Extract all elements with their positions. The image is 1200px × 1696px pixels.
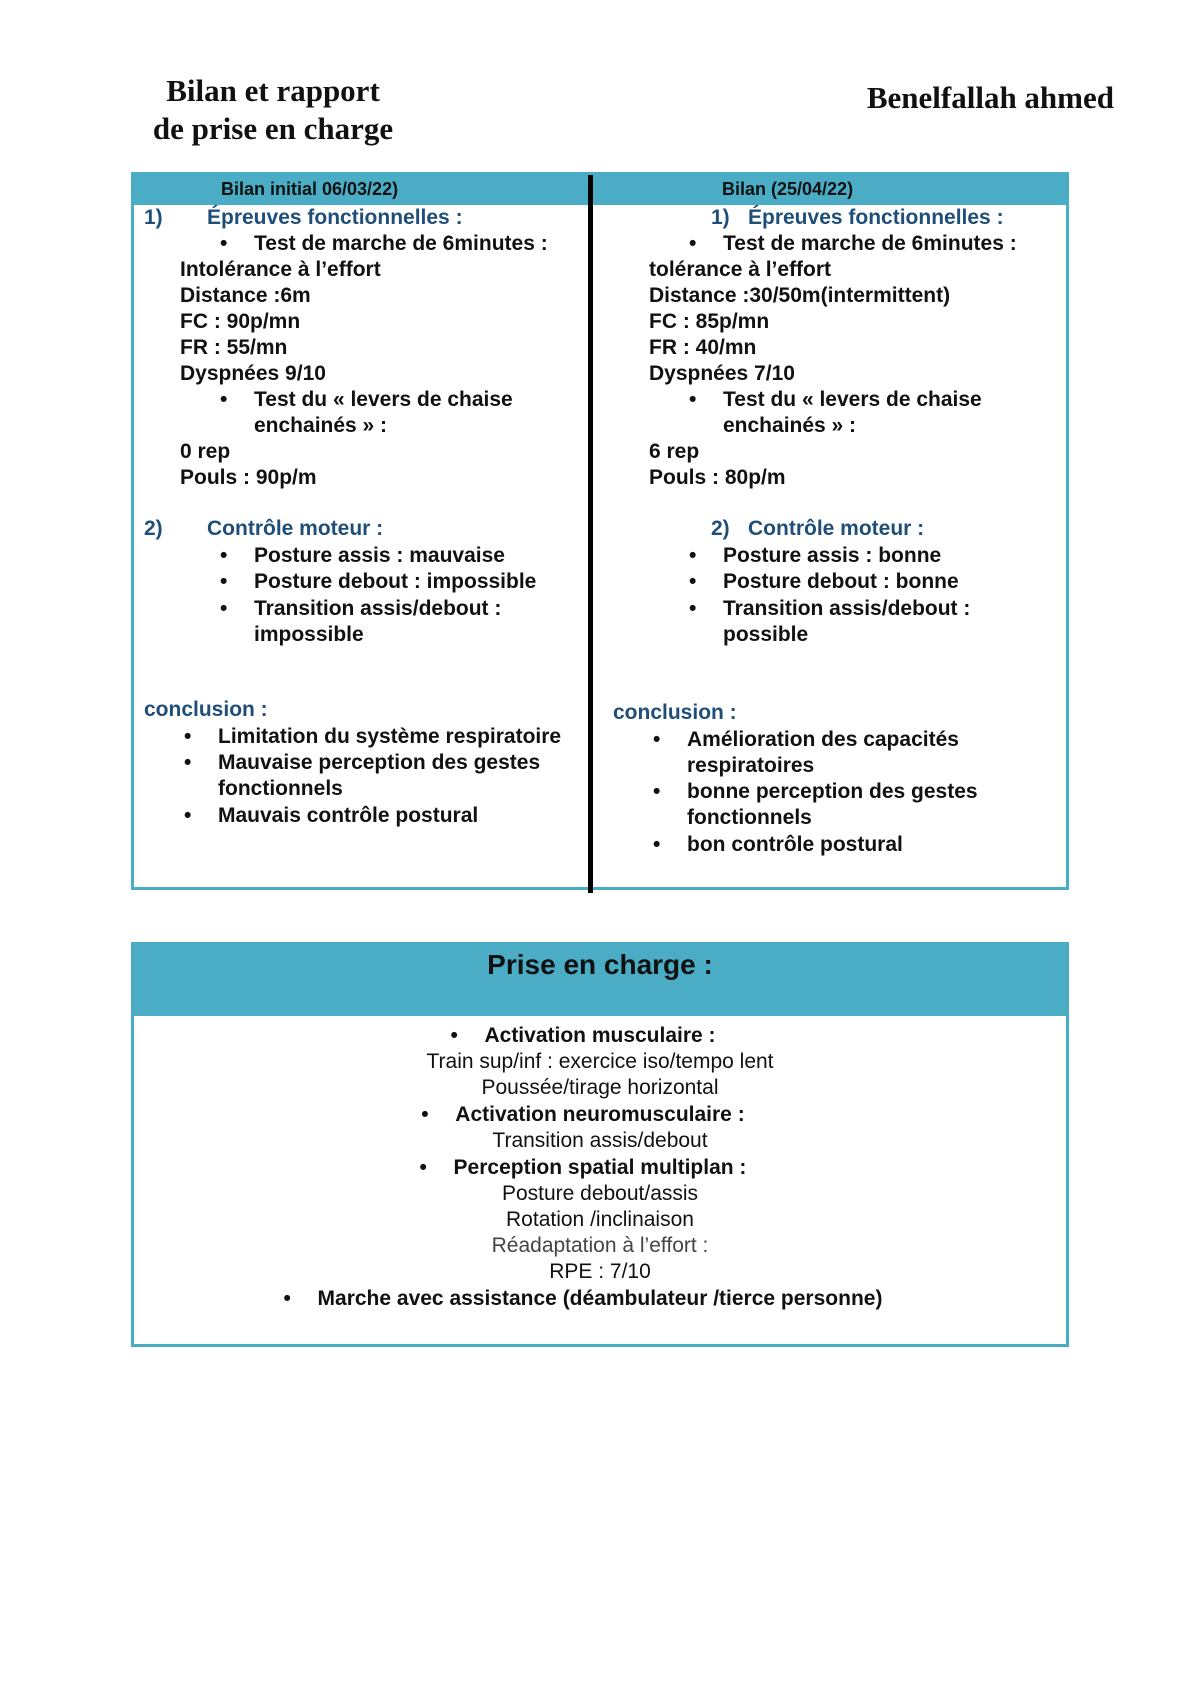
result-line: FC : 85p/mn	[649, 310, 770, 333]
initial-assessment-heading: Bilan initial 06/03/22)	[221, 179, 399, 199]
plan-item-label: • Marche avec assistance (déambulateur /tierce personne)	[318, 1287, 883, 1310]
care-plan-table	[131, 942, 1069, 1347]
plan-detail-text: Posture debout/assis	[501, 1182, 699, 1205]
motor-item: • Posture assis : mauvaise	[254, 543, 505, 569]
section-title-functional-tests: Épreuves fonctionnelles :	[748, 206, 1004, 229]
conclusion-item-cont: respiratoires	[687, 754, 815, 777]
result-line: FC : 90p/mn	[180, 310, 301, 333]
plan-detail	[134, 1075, 1066, 1101]
plan-item	[134, 1155, 1066, 1181]
conclusion-item: • Amélioration des capacités	[687, 727, 959, 753]
plan-item-label: • Perception spatial multiplan :	[454, 1156, 747, 1179]
section-title-motor-control: Contrôle moteur :	[207, 517, 384, 540]
plan-detail	[134, 1128, 1066, 1154]
plan-detail-text: Réadaptation à l’effort :	[491, 1234, 709, 1257]
care-plan-header	[134, 945, 1066, 1016]
result-line: Distance :6m	[180, 284, 311, 307]
plan-detail	[134, 1233, 1066, 1259]
plan-item	[134, 1023, 1066, 1049]
motor-item: • Transition assis/debout :	[723, 596, 970, 622]
chair-test-item-cont: enchainés » :	[254, 414, 388, 437]
conclusion-item: • Mauvaise perception des gestes	[218, 750, 540, 776]
motor-item: • Transition assis/debout :	[254, 596, 501, 622]
section-number: 1)	[144, 206, 163, 229]
plan-detail	[134, 1181, 1066, 1207]
plan-item	[134, 1286, 1066, 1312]
conclusion-item-cont: fonctionnels	[218, 777, 343, 800]
walk-test-item: • Test de marche de 6minutes :	[723, 231, 1017, 257]
section-title-functional-tests: Épreuves fonctionnelles :	[207, 206, 463, 229]
followup-assessment-heading: Bilan (25/04/22)	[722, 179, 854, 199]
result-line: tolérance à l’effort	[649, 258, 832, 281]
conclusion-item: • Limitation du système respiratoire	[218, 724, 561, 750]
plan-item-label: • Activation musculaire :	[484, 1024, 715, 1047]
plan-item	[134, 1102, 1066, 1128]
plan-detail-text: Rotation /inclinaison	[506, 1208, 694, 1231]
result-line: Pouls : 90p/m	[180, 466, 317, 489]
walk-test-item: • Test de marche de 6minutes :	[254, 231, 548, 257]
author-name: Benelfallah ahmed	[866, 80, 1114, 115]
plan-detail-text: Transition assis/debout	[492, 1129, 708, 1152]
column-divider	[588, 175, 593, 893]
section-title-motor-control: Contrôle moteur :	[748, 517, 925, 540]
motor-item: • Posture debout : bonne	[723, 569, 959, 595]
plan-detail-text: RPE : 7/10	[549, 1260, 651, 1283]
plan-detail-text: Train sup/inf : exercice iso/tempo lent	[426, 1050, 774, 1073]
result-line: Dyspnées 7/10	[649, 362, 795, 385]
conclusion-item: • bonne perception des gestes	[687, 779, 978, 805]
title-line-1: Bilan et rapport	[166, 73, 380, 108]
result-line: 0 rep	[180, 440, 231, 463]
conclusion-item-cont: fonctionnels	[687, 806, 812, 829]
section-number: 1)	[711, 206, 730, 229]
result-line: Distance :30/50m(intermittent)	[649, 284, 951, 307]
section-number: 2)	[144, 517, 163, 540]
chair-test-item-cont: enchainés » :	[723, 414, 857, 437]
plan-detail	[134, 1259, 1066, 1285]
title-line-2: de prise en charge	[152, 111, 394, 146]
result-line: FR : 55/mn	[180, 336, 288, 359]
assessment-table-header	[134, 175, 1066, 205]
motor-item-cont: possible	[723, 623, 809, 646]
conclusion-item: • Mauvais contrôle postural	[218, 803, 478, 829]
section-number: 2)	[711, 517, 730, 540]
plan-detail	[134, 1207, 1066, 1233]
result-line: FR : 40/mn	[649, 336, 757, 359]
motor-item: • Posture assis : bonne	[723, 543, 941, 569]
care-plan-title: Prise en charge :	[487, 949, 713, 980]
document-title	[138, 72, 408, 148]
result-line: Dyspnées 9/10	[180, 362, 326, 385]
plan-detail-text: Poussée/tirage horizontal	[481, 1076, 719, 1099]
motor-item: • Posture debout : impossible	[254, 569, 536, 595]
conclusion-title: conclusion :	[613, 701, 737, 724]
result-line: Pouls : 80p/m	[649, 466, 786, 489]
chair-test-item: • Test du « levers de chaise	[254, 387, 513, 413]
motor-item-cont: impossible	[254, 623, 364, 646]
conclusion-item: • bon contrôle postural	[687, 832, 903, 858]
chair-test-item: • Test du « levers de chaise	[723, 387, 982, 413]
conclusion-title: conclusion :	[144, 698, 268, 721]
assessment-table	[131, 172, 1069, 890]
result-line: Intolérance à l’effort	[180, 258, 381, 281]
plan-detail	[134, 1049, 1066, 1075]
plan-item-label: • Activation neuromusculaire :	[455, 1103, 744, 1126]
result-line: 6 rep	[649, 440, 700, 463]
